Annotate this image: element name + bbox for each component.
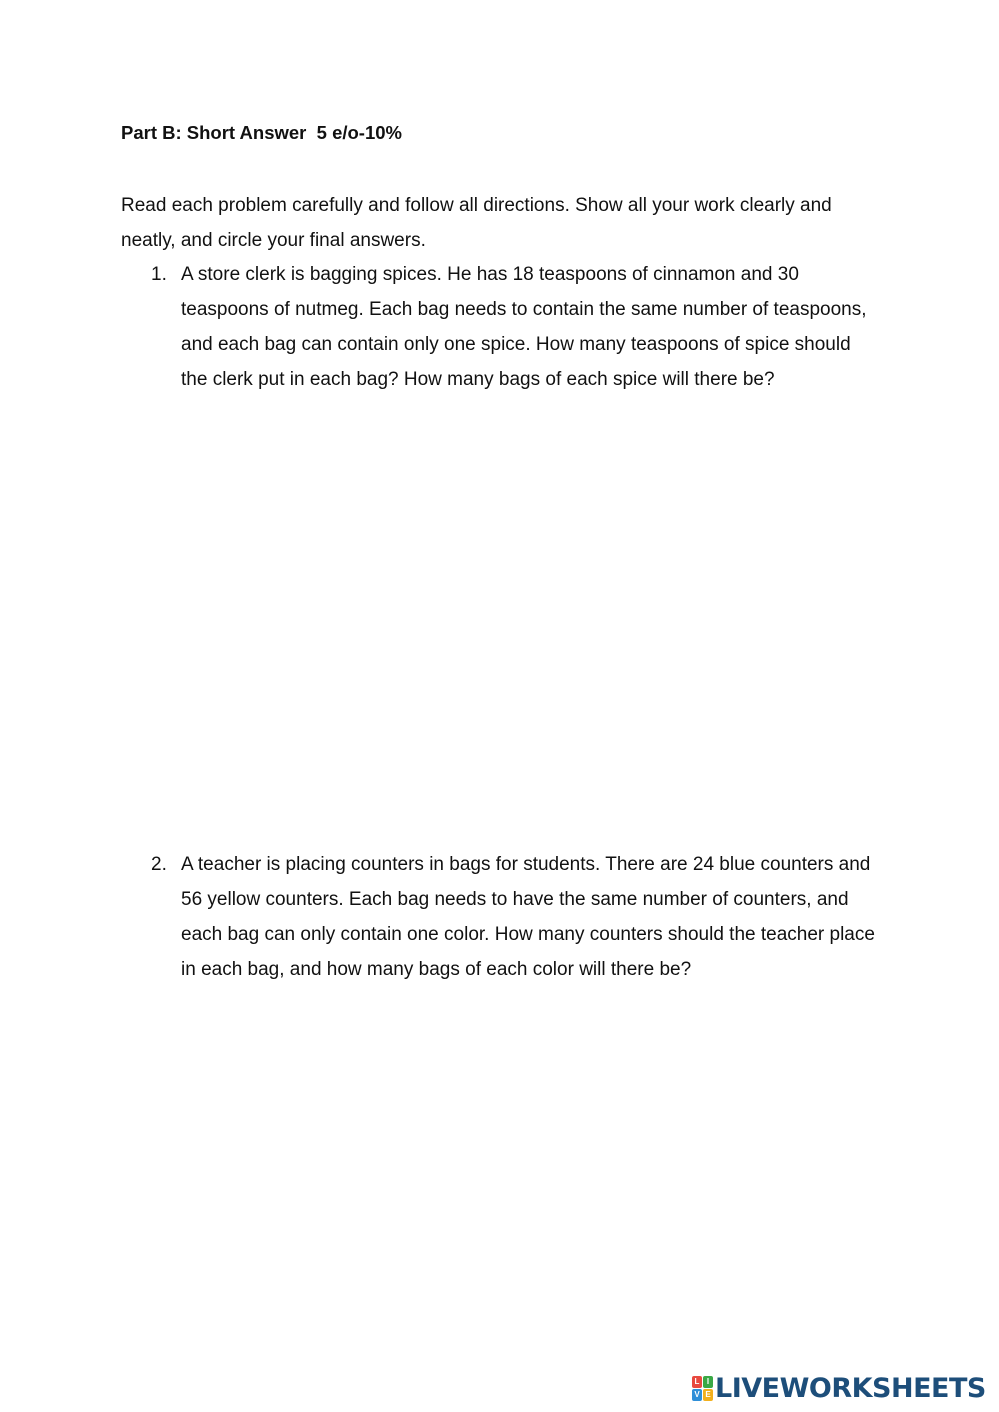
- question-1: [121, 257, 891, 397]
- liveworksheets-logo-icon: [692, 1376, 712, 1400]
- instructions-text: Read each problem carefully and follow all directions. Show all your work clearly and neatly, and circle your final answers.: [121, 195, 832, 251]
- logo-tile-e: E: [703, 1389, 713, 1401]
- question-number: 2.: [151, 854, 167, 875]
- logo-tile-v: V: [692, 1389, 702, 1401]
- question-text: A teacher is placing counters in bags for students. There are 24 blue counters and 56 yellow counters. Each bag needs to have the same number of counters, and each bag can only contain one color. How many counters should the teacher place in each bag, and how many bags of each color will there be?: [181, 854, 875, 980]
- logo-wordmark: LIVEWORKSHEETS: [715, 1372, 986, 1404]
- question-2: [121, 847, 891, 987]
- liveworksheets-logo[interactable]: [692, 1372, 986, 1404]
- logo-tile-l: L: [692, 1376, 702, 1388]
- section-heading: Part B: Short Answer 5 e/o-10%: [121, 122, 402, 143]
- question-text: A store clerk is bagging spices. He has 18 teaspoons of cinnamon and 30 teaspoons of nutmeg. Each bag needs to contain the same number of teaspoons, and each bag can contain only one spice. How many teaspoons of spice should the clerk put in each bag? How many bags of each spice will there be?: [181, 264, 867, 390]
- question-number: 1.: [151, 264, 167, 285]
- logo-tile-i: I: [703, 1376, 713, 1388]
